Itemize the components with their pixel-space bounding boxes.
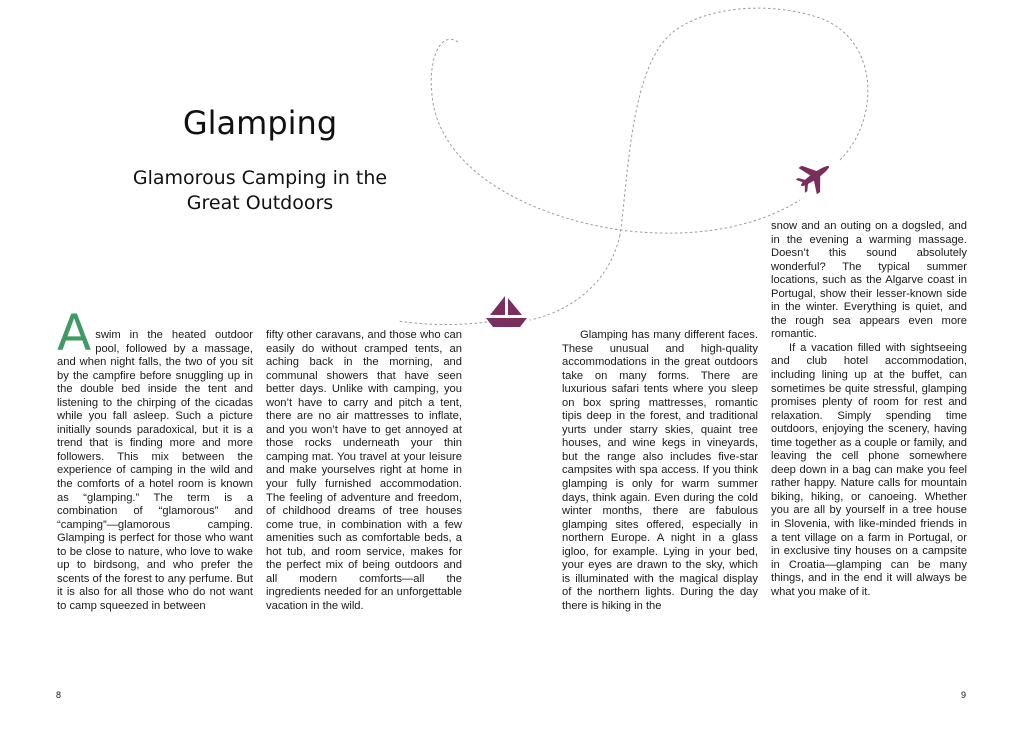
- dotted-route-line-lower: [530, 235, 620, 320]
- text-column-1: [57, 304, 253, 613]
- dotted-route-line: [431, 39, 800, 233]
- column-1-text: swim in the heated outdoor pool, followed by a massage, and when night falls, the two of you sit by the campfire before snuggling up in the double bed inside the tent and listening to the chirping of the cicadas while you fall asleep. Such a picture initially sounds paradoxical, but it is a trend that is finding more and more followers. This mix between the experience of camping in the wild and the comforts of a hotel room is known as “glamping.” The term is a combination of “glamorous” and “camping”—glamorous camping. Glamping is perfect for those who want to be close to nature, who love to wake up to birdsong, and who prefer the scents of the forest to any perfume. But it is also for all those who do not want to camp squeezed in between: [57, 329, 253, 612]
- article-subtitle: [90, 166, 430, 216]
- subtitle-line-2: Great Outdoors: [186, 192, 334, 214]
- sailboat-icon: [486, 296, 527, 327]
- paragraph: [57, 304, 253, 613]
- text-column-4: [771, 220, 967, 599]
- airplane-icon: [791, 153, 838, 199]
- dotted-route-line-upper: [620, 8, 868, 235]
- text-column-3: [562, 329, 758, 613]
- page-number-left: 8: [56, 690, 62, 700]
- article-title: Glamping: [182, 104, 338, 142]
- column-3-text: Glamping has many different faces. These unusual and high-quality accommodations in the great outdoors take on many forms. There are luxurious safari tents where you sleep on box spring mattresses, romantic tipis deep in the forest, and traditional yurts under starry skies, quaint tree houses, and wine kegs in vineyards, but the range also includes five-star campsites with spa access. If you think glamping is only for warm summer days, think again. Even during the cold winter months, there are fabulous glamping sites offered, especially in northern Europe. A night in a glass igloo, for example. Lying in your bed, your eyes are drawn to the sky, which is illuminated with the magical display of the northern lights. During the day there is hiking in the: [562, 329, 758, 612]
- subtitle-line-1: Glamorous Camping in the: [132, 167, 388, 189]
- column-4-paragraph-1: snow and an outing on a dogsled, and in the evening a warming massage. Doesn’t this sound absolutely wonderful? The typical summer locations, such as the Algarve coast in Portugal, show their lesser-known side in the winter. Everything is quiet, and the rough sea appears even more romantic.: [771, 220, 967, 341]
- text-column-2: [266, 329, 462, 613]
- page-number-right: 9: [961, 690, 967, 700]
- drop-cap: A: [57, 304, 92, 362]
- column-4-paragraph-2: If a vacation filled with sightseeing and club hotel accommodation, including lining up at the buffet, can sometimes be quite stressful, glamping promises plenty of room for rest and relaxation. Simply spending time outdoors, enjoying the scenery, having time together as a couple or family, and leaving the cell phone somewhere deep down in a bag can make you feel rather happy. Nature calls for mountain biking, hiking, or canoeing. Whether you are all by yourself in a tree house in Slovenia, with like-minded friends in a tent village on a farm in Portugal, or in exclusive tiny houses on a campsite in Croatia—glamping can be many things, and in the end it will always be what you make of it.: [771, 341, 967, 598]
- column-2-text: fifty other caravans, and those who can easily do without cramped tents, an aching back in the morning, and communal showers that have seen better days. Unlike with camping, you won’t have to carry and pitch a tent, there are no air mattresses to inflate, and you won’t have to get annoyed at those rocks underneath your thin camping mat. You travel at your leisure and make yourselves right at home in your fully furnished accommodation. The feeling of adventure and freedom, of childhood dreams of tree houses come true, in combination with a few amenities such as comfortable beds, a hot tub, and room service, makes for the perfect mix of being outdoors and all modern comforts—all the ingredients needed for an unforgettable vacation in the wild.: [266, 329, 462, 612]
- dotted-route-line-tail: [398, 321, 487, 325]
